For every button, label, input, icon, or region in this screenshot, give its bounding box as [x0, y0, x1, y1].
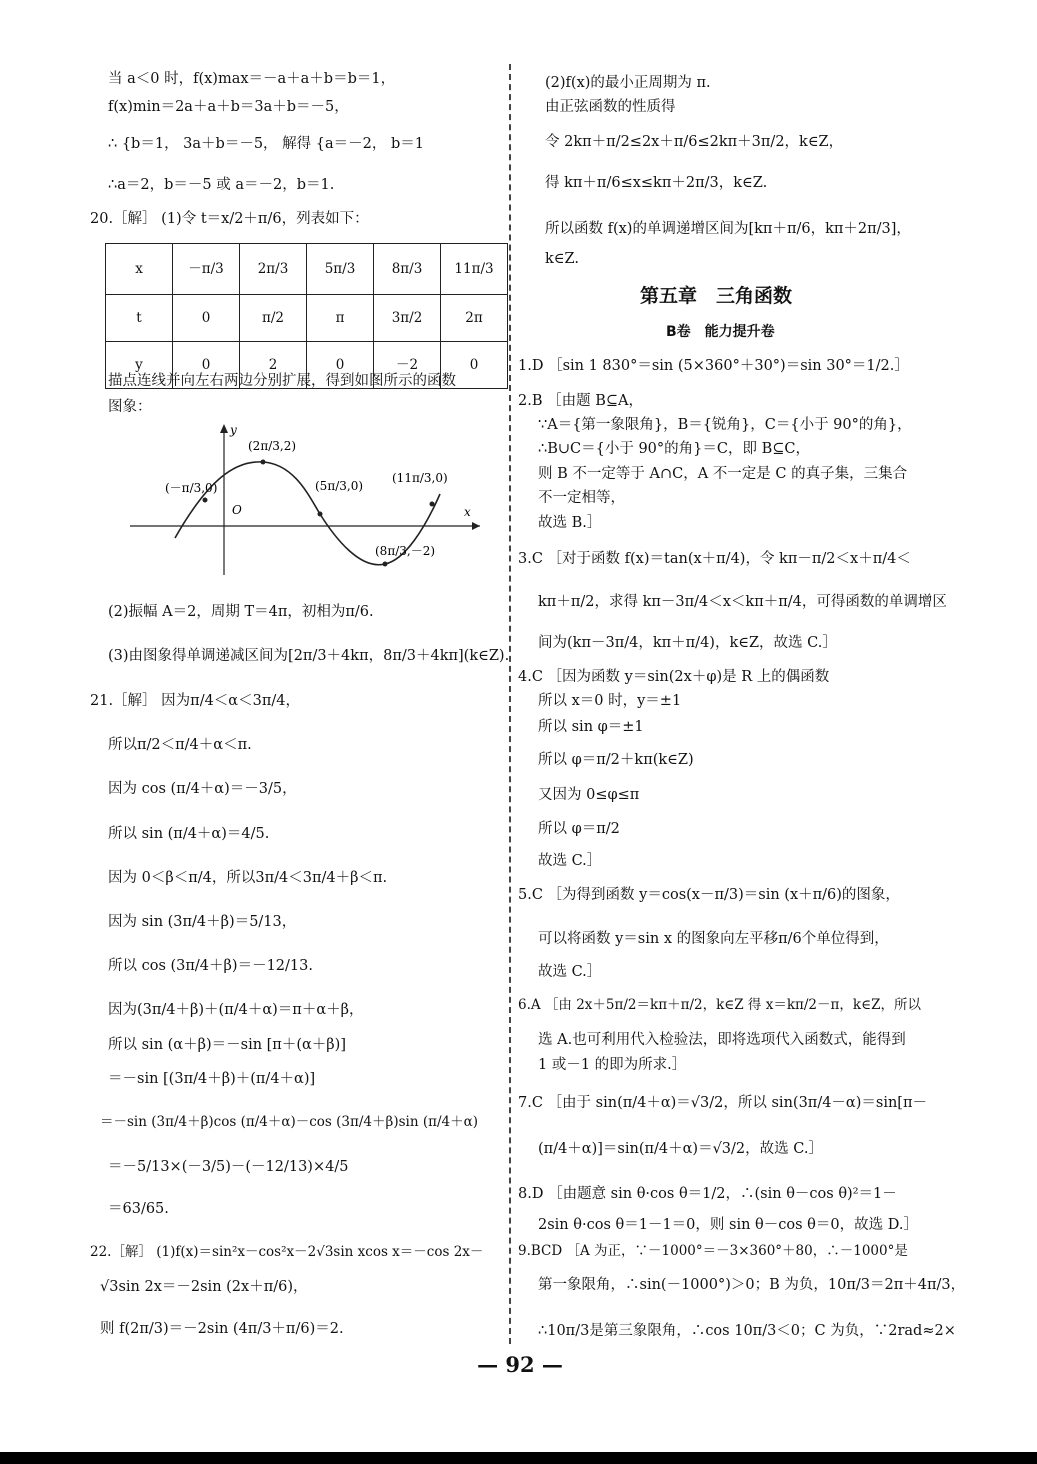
table-cell: 0 — [441, 342, 508, 389]
text-line: f(x)min＝2a＋a＋b＝3a＋b＝－5， — [108, 99, 349, 115]
text-line: 图象： — [108, 399, 152, 415]
answer-line: 6.A ［由 2x＋5π/2＝kπ＋π/2，k∈Z 得 x＝kπ/2－π，k∈Z，所以 — [518, 997, 921, 1013]
answer-line: 则 B 不一定等于 A∩C，A 不一定是 C 的真子集，三集合 — [538, 466, 908, 482]
answer-line: 3.C ［对于函数 f(x)＝tan(x＋π/4)，令 kπ－π/2＜x＋π/4＜ — [518, 551, 911, 567]
table-cell: 11π/3 — [441, 244, 508, 295]
text-line: √3sin 2x＝－2sin (2x＋π/6)， — [100, 1279, 308, 1295]
point-label: (11π/3,0) — [392, 471, 448, 485]
answer-line: 所以 sin φ＝±1 — [538, 719, 644, 735]
text-line: 因为 cos (π/4＋α)＝－3/5， — [108, 781, 297, 797]
text-line: 则 f(2π/3)＝－2sin (4π/3＋π/6)＝2. — [100, 1321, 344, 1337]
question-22-heading: 22.［解］ (1)f(x)＝sin²x－cos²x－2√3sin xcos x＝－cos 2x－ — [90, 1244, 484, 1260]
answer-line: 所以 x＝0 时，y＝±1 — [538, 693, 682, 709]
value-table — [105, 243, 508, 389]
answer-line: ∵A＝{第一象限角}，B＝{锐角}，C＝{小于 90°的角}， — [538, 417, 912, 433]
answer-line: 所以 φ＝π/2 — [538, 821, 620, 837]
table-row — [106, 295, 508, 342]
table-cell: t — [106, 295, 173, 342]
table-cell: 3π/2 — [374, 295, 441, 342]
answer-line: 9.BCD ［A 为正，∵－1000°＝－3×360°＋80，∴－1000°是 — [518, 1243, 908, 1259]
text-line: ＝－sin (3π/4＋β)cos (π/4＋α)－cos (3π/4＋β)sin (π/4＋α) — [100, 1114, 478, 1130]
table-cell: 2π — [441, 295, 508, 342]
text-line: 所以 sin (π/4＋α)＝4/5. — [108, 826, 270, 842]
chapter-title: 第五章 三角函数 — [640, 285, 793, 307]
point-marker — [383, 562, 388, 567]
table-cell: －2 — [374, 342, 441, 389]
text-line: 令 2kπ＋π/2≤2x＋π/6≤2kπ＋3π/2，k∈Z， — [545, 134, 844, 150]
x-axis-label: x — [464, 505, 471, 519]
point-marker — [430, 502, 435, 507]
answer-line: 7.C ［由于 sin(π/4＋α)＝√3/2，所以 sin(3π/4－α)＝sin[π－ — [518, 1095, 927, 1111]
table-cell: －π/3 — [173, 244, 240, 295]
answer-line: (π/4＋α)]＝sin(π/4＋α)＝√3/2，故选 C.］ — [538, 1141, 823, 1157]
text-line: k∈Z. — [545, 251, 579, 267]
point-marker — [318, 512, 323, 517]
point-label: (5π/3,0) — [315, 479, 364, 493]
text-line: ＝63/65. — [108, 1201, 169, 1217]
answer-line: 8.D ［由题意 sin θ·cos θ＝1/2，∴(sin θ－cos θ)²＝1－ — [518, 1186, 897, 1202]
text-line: (2)振幅 A＝2，周期 T＝4π，初相为π/6. — [108, 604, 374, 620]
answer-line: 4.C ［因为函数 y＝sin(2x＋φ)是 R 上的偶函数 — [518, 669, 830, 685]
answer-line: 故选 B.］ — [538, 515, 602, 531]
sine-graph — [120, 420, 490, 580]
y-axis-arrow-icon — [220, 424, 228, 433]
text-line: ＝－sin [(3π/4＋β)＋(π/4＋α)] — [108, 1071, 316, 1087]
text-line: (2)f(x)的最小正周期为 π. — [545, 75, 711, 91]
answer-line: 所以 φ＝π/2＋kπ(k∈Z) — [538, 752, 694, 768]
origin-label: O — [232, 503, 242, 517]
text-line: 因为 sin (3π/4＋β)＝5/13， — [108, 914, 297, 930]
section-title: B卷 能力提升卷 — [666, 324, 775, 340]
x-axis-arrow-icon — [472, 522, 480, 530]
point-marker — [261, 460, 266, 465]
point-marker — [203, 498, 208, 503]
answer-line: ∴B∪C＝{小于 90°的角}＝C，即 B⊆C， — [538, 441, 810, 457]
table-cell: 2π/3 — [240, 244, 307, 295]
text-line: 所以 cos (3π/4＋β)＝－12/13. — [108, 958, 313, 974]
answer-line: 故选 C.］ — [538, 964, 602, 980]
text-line: 因为(3π/4＋β)＋(π/4＋α)＝π＋α＋β， — [108, 1002, 364, 1018]
answer-line: 选 A.也可利用代入检验法，即将选项代入函数式，能得到 — [538, 1032, 906, 1048]
text-line: 当 a＜0 时，f(x)max＝－a＋a＋b＝b＝1， — [108, 71, 396, 87]
column-divider — [509, 64, 511, 1344]
answer-line: 间为(kπ－3π/4，kπ＋π/4)，k∈Z，故选 C.］ — [538, 635, 837, 651]
text-line: 由正弦函数的性质得 — [545, 99, 676, 115]
answer-line: 故选 C.］ — [538, 853, 602, 869]
answer-line: kπ＋π/2，求得 kπ－3π/4＜x＜kπ＋π/4，可得函数的单调增区 — [538, 594, 947, 610]
answer-line: 2.B ［由题 B⊆A， — [518, 393, 643, 409]
answer-line: ∴10π/3是第三象限角，∴cos 10π/3＜0；C 为负，∵2rad≈2× — [538, 1323, 956, 1339]
answer-line: 5.C ［为得到函数 y＝cos(x－π/3)＝sin (x＋π/6)的图象， — [518, 887, 900, 903]
answer-line: 1.D ［sin 1 830°＝sin (5×360°＋30°)＝sin 30°＝1/2.］ — [518, 358, 909, 374]
text-line: 因为 0＜β＜π/4，所以3π/4＜3π/4＋β＜π. — [108, 870, 388, 886]
table-cell: π — [307, 295, 374, 342]
table-cell: x — [106, 244, 173, 295]
point-label: (8π/3,－2) — [375, 544, 436, 558]
text-line: 所以 sin (α＋β)＝－sin [π＋(α＋β)] — [108, 1037, 346, 1053]
answer-line: 1 或－1 的即为所求.］ — [538, 1057, 687, 1073]
text-line: ∴a＝2，b＝－5 或 a＝－2，b＝1. — [108, 177, 335, 193]
table-cell: 0 — [173, 342, 240, 389]
page-number-value: 92 — [505, 1352, 535, 1377]
page-number: — 92 — — [477, 1352, 563, 1377]
text-line: ＝－5/13×(－3/5)－(－12/13)×4/5 — [108, 1159, 349, 1175]
text-line: 所以π/2＜π/4＋α＜π. — [108, 737, 252, 753]
answer-line: 第一象限角，∴sin(－1000°)＞0；B 为负，10π/3＝2π＋4π/3， — [538, 1277, 966, 1293]
answer-line: 2sin θ·cos θ＝1－1＝0，则 sin θ－cos θ＝0，故选 D.］ — [538, 1217, 918, 1233]
text-line: (3)由图象得单调递减区间为[2π/3＋4kπ，8π/3＋4kπ](k∈Z). — [108, 648, 510, 664]
table-cell: 0 — [307, 342, 374, 389]
table-cell: 0 — [173, 295, 240, 342]
table-cell: 8π/3 — [374, 244, 441, 295]
text-line: ∴ {b＝1， 3a＋b＝－5， 解得 {a＝－2， b＝1 — [108, 136, 424, 152]
table-row — [106, 244, 508, 295]
question-20-heading: 20.［解］ (1)令 t＝x/2＋π/6，列表如下： — [90, 211, 369, 227]
text-line: 得 kπ＋π/6≤x≤kπ＋2π/3，k∈Z. — [545, 175, 768, 191]
text-line: 描点连线并向左右两边分别扩展，得到如图所示的函数 — [108, 373, 456, 389]
answer-line: 又因为 0≤φ≤π — [538, 787, 640, 803]
question-21-heading: 21.［解］ 因为π/4＜α＜3π/4， — [90, 693, 300, 709]
answer-line: 不一定相等， — [538, 490, 625, 506]
text-line: 所以函数 f(x)的单调递增区间为[kπ＋π/6，kπ＋2π/3]， — [545, 221, 911, 237]
answer-line: 可以将函数 y＝sin x 的图象向左平移π/6个单位得到， — [538, 931, 889, 947]
point-label: (－π/3,0) — [165, 481, 218, 495]
table-cell: 5π/3 — [307, 244, 374, 295]
table-cell: 2 — [240, 342, 307, 389]
bottom-scan-border — [0, 1452, 1037, 1464]
table-cell: π/2 — [240, 295, 307, 342]
point-label: (2π/3,2) — [248, 439, 297, 453]
y-axis-label: y — [230, 423, 237, 437]
table-cell: y — [106, 342, 173, 389]
